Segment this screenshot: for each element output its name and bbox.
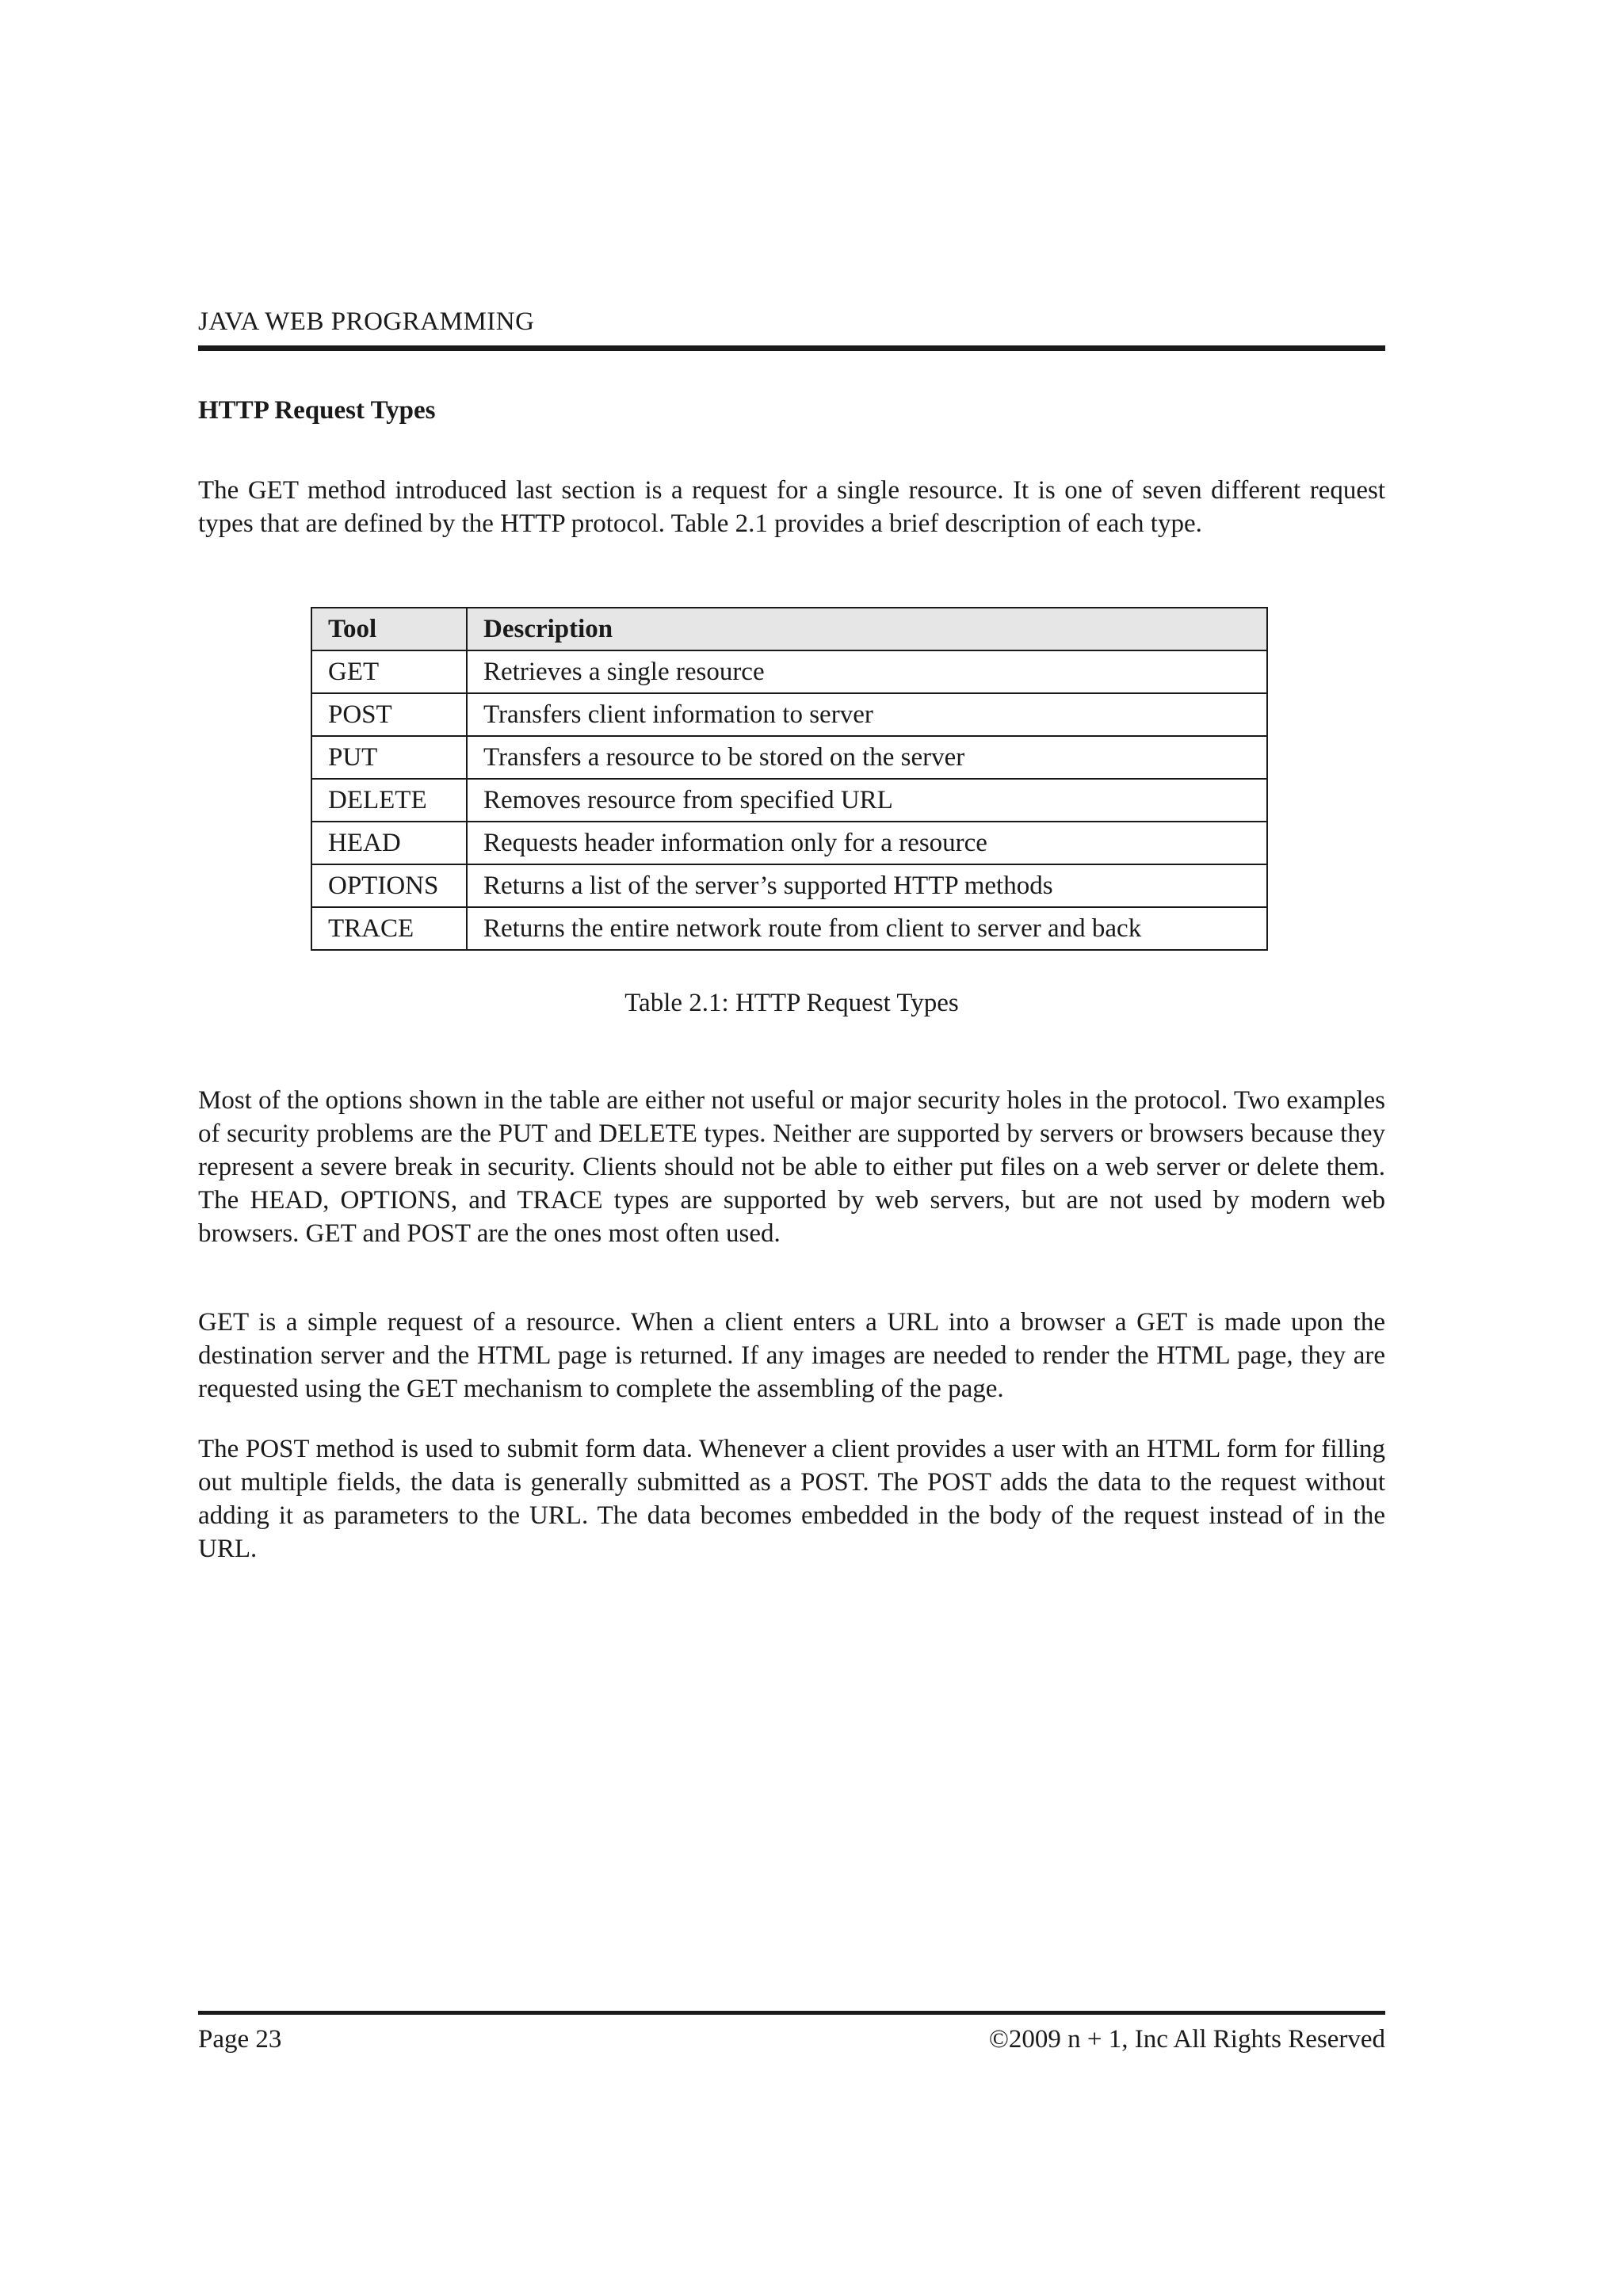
table-header-description: Description: [467, 608, 1267, 650]
table-cell-tool: GET: [311, 650, 467, 693]
table-cell-description: Transfers a resource to be stored on the server: [467, 736, 1267, 779]
table-cell-tool: HEAD: [311, 822, 467, 864]
table-row: [311, 736, 1267, 779]
table-cell-description: Removes resource from specified URL: [467, 779, 1267, 822]
table-row: [311, 907, 1267, 950]
table-row: [311, 779, 1267, 822]
table-row: [311, 650, 1267, 693]
http-request-table-wrapper: [311, 607, 1268, 951]
table-row: [311, 864, 1267, 907]
page-number: Page 23: [198, 2025, 282, 2054]
document-page: [198, 0, 1385, 2296]
table-cell-description: Requests header information only for a resource: [467, 822, 1267, 864]
table-cell-tool: TRACE: [311, 907, 467, 950]
post-paragraph: The POST method is used to submit form data. Whenever a client provides a user with an HTML form for filling out multiple fields, the data is generally submitted as a POST. The POST adds the data to the request without adding it as parameters to the URL. The data becomes embedded in the body of the request instead of in the URL.: [198, 1435, 1385, 1563]
table-row: [311, 822, 1267, 864]
table-cell-description: Transfers client information to server: [467, 693, 1267, 736]
table-cell-tool: PUT: [311, 736, 467, 779]
table-header-tool: Tool: [311, 608, 467, 650]
table-row: [311, 693, 1267, 736]
get-paragraph: GET is a simple request of a resource. When a client enters a URL into a browser a GET is made upon the destination server and the HTML page is returned. If any images are needed to render the HTML page, they are requested using the GET mechanism to complete the assembling of the page.: [198, 1308, 1385, 1403]
table-cell-description: Retrieves a single resource: [467, 650, 1267, 693]
table-cell-tool: OPTIONS: [311, 864, 467, 907]
header-rule: [198, 345, 1385, 351]
table-cell-tool: POST: [311, 693, 467, 736]
table-caption: Table 2.1: HTTP Request Types: [624, 989, 959, 1017]
table-cell-tool: DELETE: [311, 779, 467, 822]
options-paragraph: Most of the options shown in the table are either not useful or major security holes in the protocol. Two examples of security problems are the PUT and DELETE types. Neither are supported by servers or browsers because they represent a severe break in security. Clients should not be able to either put files on a web server or delete them. The HEAD, OPTIONS, and TRACE types are supported by web servers, but are not used by modern web browsers. GET and POST are the ones most often used.: [198, 1086, 1385, 1248]
table-cell-description: Returns a list of the server’s supported HTTP methods: [467, 864, 1267, 907]
table-header-row: [311, 608, 1267, 650]
section-title: HTTP Request Types: [198, 396, 436, 425]
copyright-notice: ©2009 n + 1, Inc All Rights Reserved: [988, 2025, 1385, 2054]
table-cell-description: Returns the entire network route from client to server and back: [467, 907, 1267, 950]
http-request-table: [311, 607, 1268, 951]
running-header: JAVA WEB PROGRAMMING: [198, 307, 535, 336]
intro-paragraph: The GET method introduced last section is a request for a single resource. It is one of seven different request types that are defined by the HTTP protocol. Table 2.1 provides a brief description of each type.: [198, 476, 1385, 538]
footer-rule: [198, 2011, 1385, 2015]
